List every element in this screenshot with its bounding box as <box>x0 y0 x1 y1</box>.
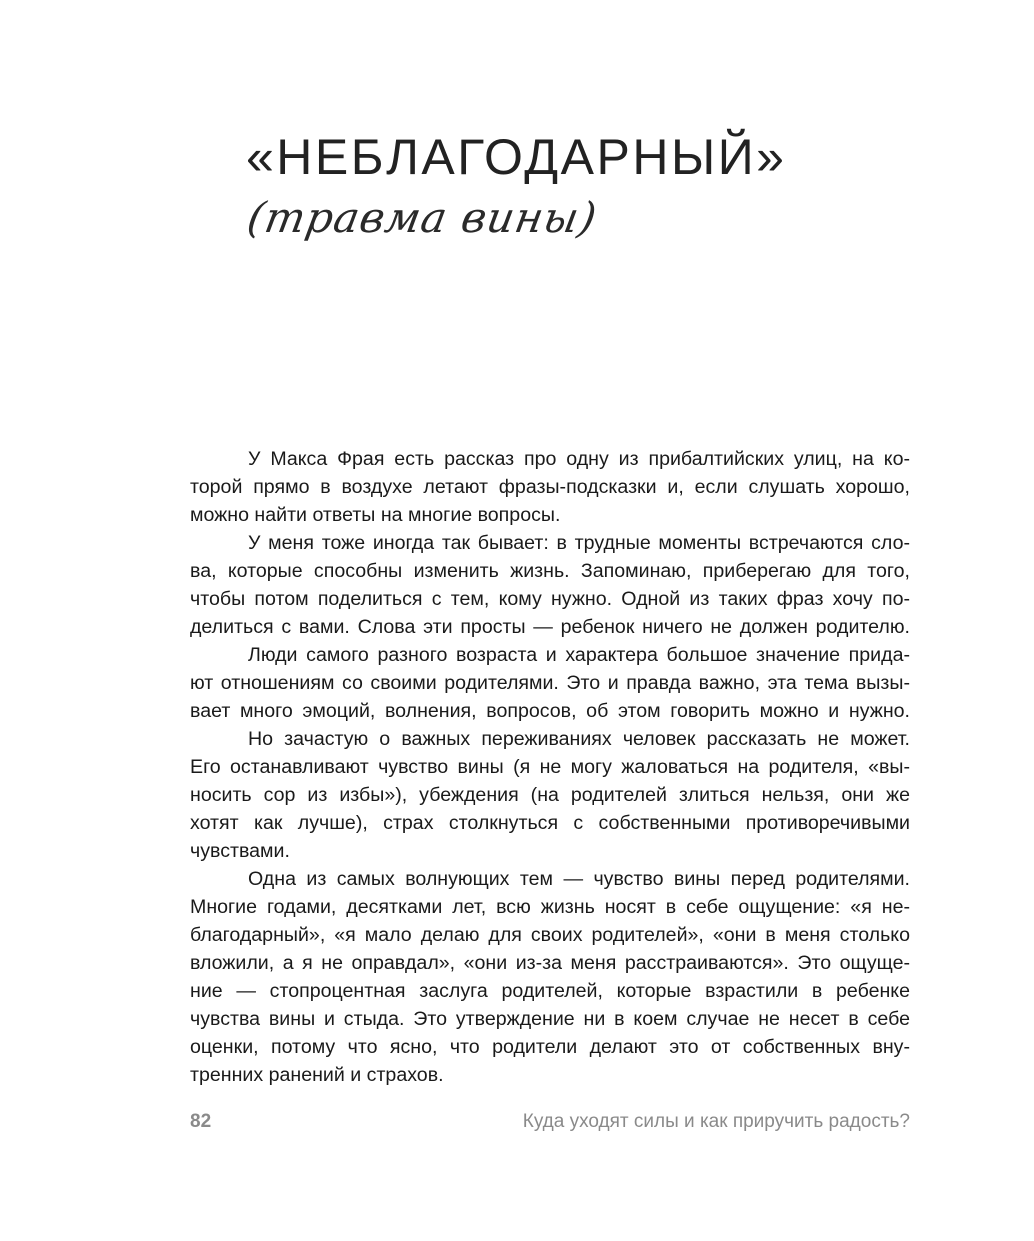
body-text <box>190 445 910 1089</box>
text-line: тренних ранений и страхов. <box>190 1064 444 1086</box>
text-line: чувствами. <box>190 840 290 862</box>
text-line: можно найти ответы на многие вопросы. <box>190 504 561 526</box>
text-line: оценки, потому что ясно, что родители делают это от собственных вну- <box>190 1036 910 1058</box>
text-line: хотят как лучше), страх столкнуться с собственными противоречивыми <box>190 812 910 834</box>
text-line: вает много эмоций, волнения, вопросов, об этом говорить можно и нужно. <box>190 700 910 722</box>
text-line: Многие годами, десятками лет, всю жизнь носят в себе ощущение: «я не- <box>190 896 910 918</box>
text-line: ние — стопроцентная заслуга родителей, которые взрастили в ребенке <box>190 980 910 1002</box>
text-line: У меня тоже иногда так бывает: в трудные моменты встречаются сло- <box>248 532 910 554</box>
text-line: Люди самого разного возраста и характера большое значение прида- <box>248 644 910 666</box>
text-line: Одна из самых волнующих тем — чувство вины перед родителями. <box>248 868 910 890</box>
text-line: чтобы потом поделиться с тем, кому нужно. Одной из таких фраз хочу по- <box>190 588 910 610</box>
page-number: 82 <box>190 1111 212 1132</box>
text-line: торой прямо в воздухе летают фразы-подсказки и, если слушать хорошо, <box>190 476 910 498</box>
chapter-subtitle: (травма вины) <box>243 193 601 242</box>
text-line: носить сор из избы»), убеждения (на родителей злиться нельзя, они же <box>190 784 910 806</box>
text-line: чувства вины и стыда. Это утверждение ни в коем случае не несет в себе <box>190 1008 910 1030</box>
running-title: Куда уходят силы и как приручить радость? <box>522 1111 910 1132</box>
text-line: У Макса Фрая есть рассказ про одну из прибалтийских улиц, на ко- <box>248 448 910 470</box>
text-line: благодарный», «я мало делаю для своих родителей», «они в меня столько <box>190 924 910 946</box>
text-line: делиться с вами. Слова эти просты — ребенок ничего не должен родителю. <box>190 616 910 638</box>
text-line: ва, которые способны изменить жизнь. Запоминаю, приберегаю для того, <box>190 560 910 582</box>
text-line: ют отношениям со своими родителями. Это и правда важно, эта тема вызы- <box>190 672 910 694</box>
text-line: Его останавливают чувство вины (я не могу жаловаться на родителя, «вы- <box>190 756 910 778</box>
text-line: Но зачастую о важных переживаниях человек рассказать не может. <box>248 728 910 750</box>
chapter-title: «НЕБЛАГОДАРНЫЙ» <box>246 129 787 185</box>
text-line: вложили, а я не оправдал», «они из-за меня расстраиваются». Это ощуще- <box>190 952 910 974</box>
